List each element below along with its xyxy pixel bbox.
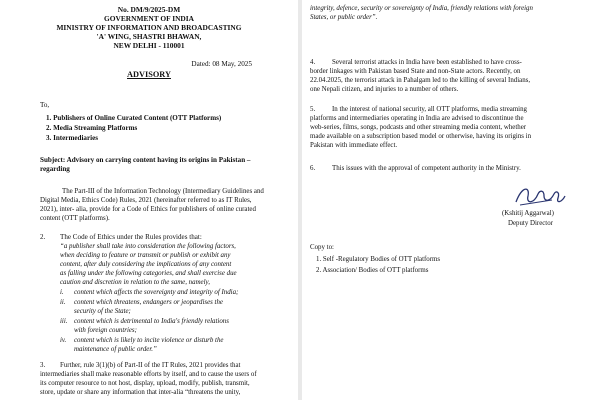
copy-to-item: 1. Self -Regulatory Bodies of OTT platforms bbox=[316, 256, 441, 263]
para3-line: intermediaries shall make reasonable efforts by itself, and to cause the users of bbox=[40, 371, 257, 378]
list-item-text: content which threatens, endangers or jeopardises the bbox=[74, 299, 223, 306]
para4-line: Several terrorist attacks in India have been established to have cross- bbox=[332, 59, 522, 66]
page-2 bbox=[302, 0, 600, 400]
list-item-text: content which is likely to incite violence or disturb the bbox=[74, 337, 224, 344]
list-item-number: ii. bbox=[60, 299, 66, 306]
para3-number: 3. bbox=[40, 362, 46, 369]
para3-line: its computer resource to not host, display, upload, modify, publish, transmit, bbox=[40, 380, 250, 387]
list-item-number: iii. bbox=[60, 318, 68, 325]
recipient-item: 1. Publishers of Online Curated Content (OTT Platforms) bbox=[46, 114, 222, 122]
para5-line: In the interest of national security, all OTT platforms, media streaming bbox=[332, 106, 527, 113]
salutation: To, bbox=[40, 101, 50, 109]
recipient-item: 2. Media Streaming Platforms bbox=[46, 124, 138, 132]
para4-line: border linkages with Pakistan based State and non-State actors. Recently, on bbox=[310, 68, 521, 75]
address-line-1: 'A' WING, SHASTRI BHAWAN, bbox=[96, 32, 202, 41]
page-1 bbox=[0, 0, 298, 400]
para5-line: web-series, films, songs, podcasts and other streaming media content, whether bbox=[310, 124, 527, 131]
quote-line: content, after duly considering the implications of any content bbox=[60, 261, 232, 268]
copy-to-item: 2. Association/ Bodies of OTT platforms bbox=[316, 267, 429, 274]
para6-text: This issues with the approval of competent authority in the Ministry. bbox=[332, 165, 521, 172]
list-item-text: with foreign countries; bbox=[74, 327, 137, 334]
list-item-text: security of the State; bbox=[74, 308, 131, 315]
org-ministry: MINISTRY OF INFORMATION AND BROADCASTING bbox=[56, 23, 242, 32]
para5-line: platforms and intermediaries operating in India are advised to discontinue the bbox=[310, 115, 524, 122]
para3-line: Further, rule 3(1)(b) of Part-II of the IT Rules, 2021 provides that bbox=[60, 362, 241, 369]
signatory-name: (Kshitij Aggarwal) bbox=[502, 210, 554, 217]
continuation-line: integrity, defence, security or sovereignty of India, friendly relations with foreign bbox=[310, 5, 533, 12]
list-item-number: iv. bbox=[60, 337, 67, 344]
para2-intro: The Code of Ethics under the Rules provides that: bbox=[60, 233, 202, 241]
quote-line: as falling under the following categories, and shall exercise due bbox=[60, 270, 237, 277]
subject-line-2: regarding bbox=[40, 165, 70, 173]
list-item-text: maintenance of public order.” bbox=[74, 346, 157, 353]
signatory-designation: Deputy Director bbox=[508, 220, 553, 227]
para5-line: Pakistan with immediate effect. bbox=[310, 142, 398, 149]
subject-line-1: Subject: Advisory on carrying content having its origins in Pakistan – bbox=[40, 156, 251, 164]
para3-line: store, update or share any information that inter-alia “threatens the unity, bbox=[40, 389, 241, 396]
document-title: ADVISORY bbox=[127, 70, 171, 79]
list-item-text: content which is detrimental to India's friendly relations bbox=[74, 318, 229, 325]
para4-line: one Nepali citizen, and injuries to a number of others. bbox=[310, 86, 459, 93]
para5-line: made available on a subscription based model or otherwise, having its origins in bbox=[310, 133, 532, 140]
date: Dated: 08 May, 2025 bbox=[191, 60, 252, 68]
quote-line: “a publisher shall take into consideration the following factors, bbox=[60, 243, 236, 250]
quote-line: when deciding to feature or transmit or publish or exhibit any bbox=[60, 252, 231, 259]
continuation-line: States, or public order”. bbox=[310, 14, 378, 21]
list-item-text: content which affects the sovereignty and integrity of India; bbox=[74, 289, 239, 296]
para4-line: 22.04.2025, the terrorist attack in Pahalgam led to the killing of several Indians, bbox=[310, 77, 531, 84]
para1-line: The Part-III of the Information Technology (Intermediary Guidelines and bbox=[62, 188, 264, 195]
copy-to-label: Copy to: bbox=[310, 244, 334, 251]
quote-line: caution and discretion in relation to the same, namely, bbox=[60, 279, 210, 286]
para4-number: 4. bbox=[310, 59, 316, 66]
para6-number: 6. bbox=[310, 165, 316, 172]
recipient-item: 3. Intermediaries bbox=[46, 134, 99, 142]
para5-number: 5. bbox=[310, 106, 316, 113]
para1-line: content (OTT platforms). bbox=[40, 215, 110, 222]
signature-icon bbox=[512, 180, 568, 210]
list-item-number: i. bbox=[60, 289, 64, 296]
address-line-2: NEW DELHI - 110001 bbox=[113, 41, 185, 50]
para2-number: 2. bbox=[40, 233, 46, 241]
document-number: No. DM/9/2025-DM bbox=[117, 5, 181, 14]
para1-line: 2021), inter- alia, provide for a Code of Ethics for publishers of online curated bbox=[40, 206, 256, 213]
para1-line: Digital Media, Ethics Code) Rules, 2021 (hereinafter referred to as IT Rules, bbox=[40, 197, 252, 204]
org-government: GOVERNMENT OF INDIA bbox=[104, 14, 194, 23]
